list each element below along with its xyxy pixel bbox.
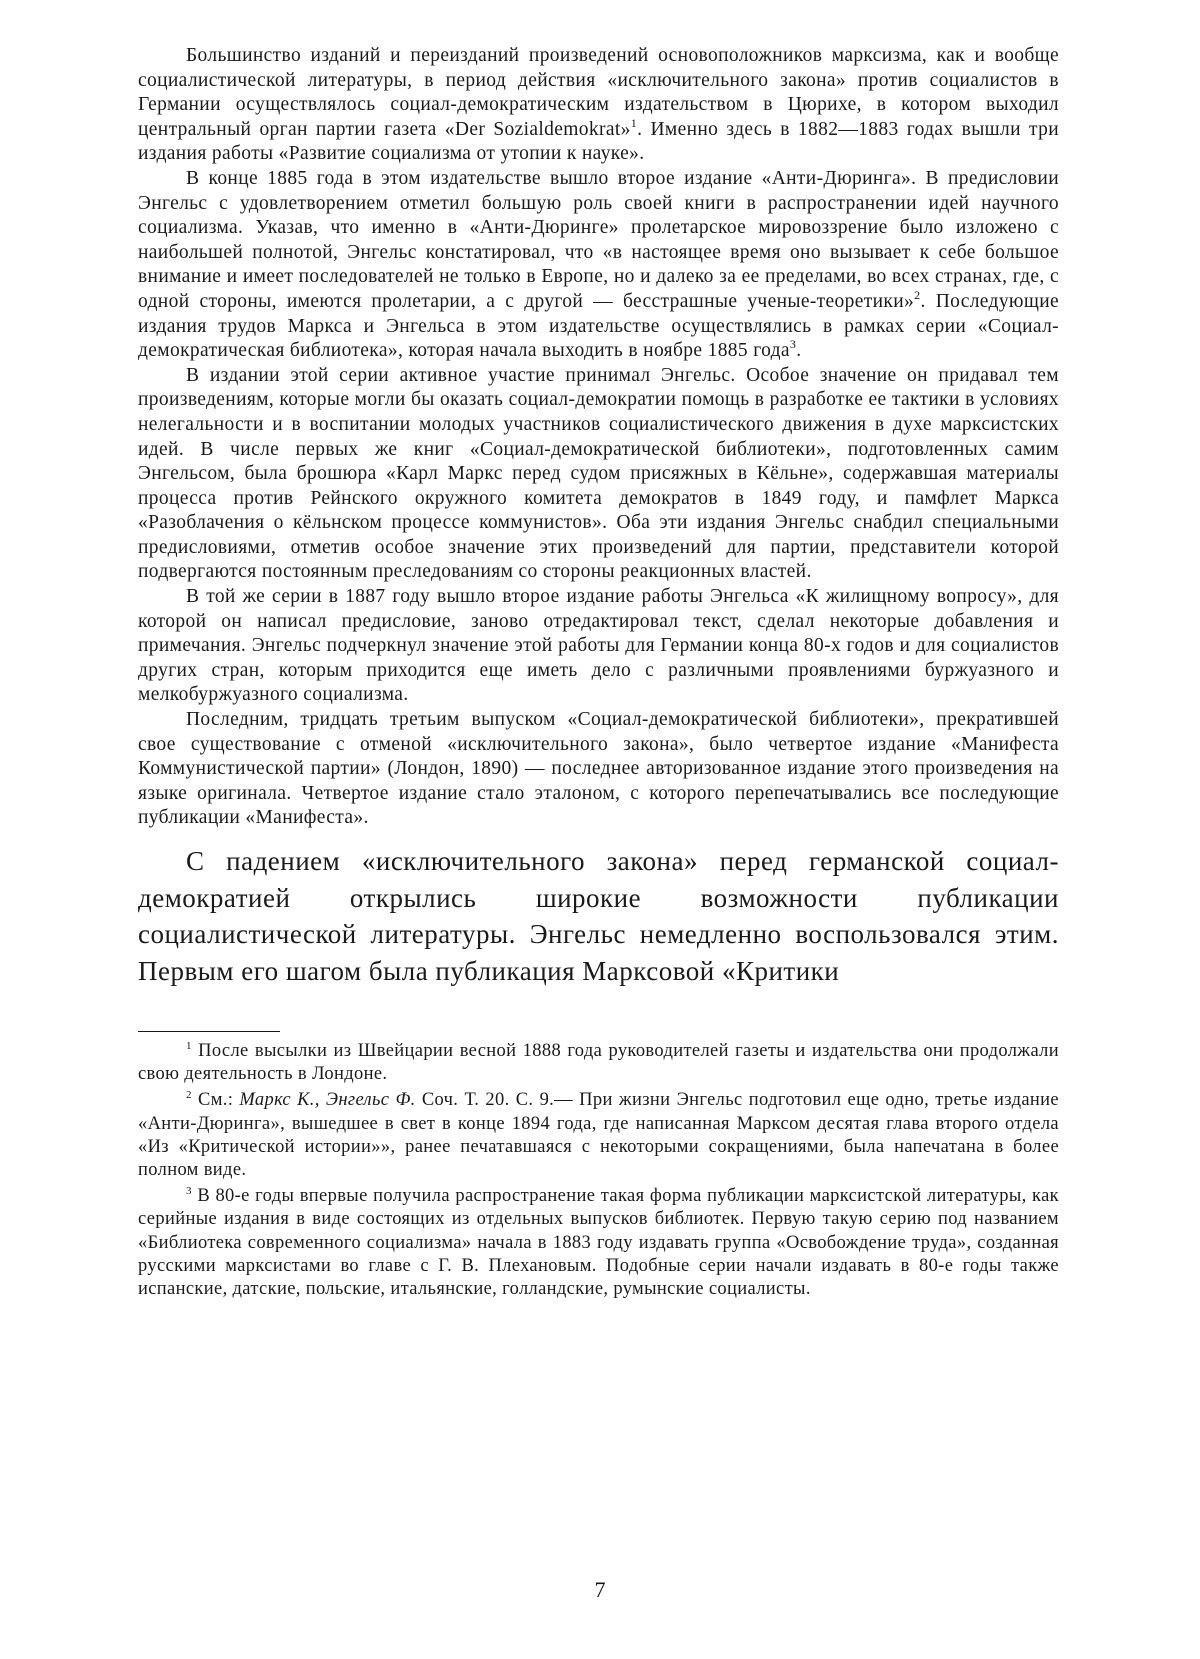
- text-run: . Последующие издания трудов Маркса и Энгельса в этом издательстве осуществлялись в рамках серии «Социал-демократическая библиотека», которая начала выходить в ноябре 1885 года: [138, 290, 1059, 362]
- footnote: [138, 1089, 1059, 1182]
- footnote-marker: 1: [630, 115, 638, 130]
- text-run: В той же серии в 1887 году вышло второе издание работы Энгельса «К жилищному вопросу», для которой он написал предисловие, заново отредактировал текст, сделал некоторые добавления и примечания. Энгельс подчеркнул значение этой работы для Германии конца 80-х годов и для социалистов других стран, которым приходится еще иметь дело с различными проявлениями буржуазного и мелкобуржуазного социализма.: [138, 586, 1059, 706]
- footnote-marker: 3: [789, 337, 797, 352]
- footnote-separator: [138, 1031, 280, 1032]
- footnotes: [138, 1040, 1059, 1301]
- footnote-marker: 2: [914, 287, 921, 302]
- page-content: [138, 44, 1059, 1301]
- text-run: В конце 1885 года в этом издательстве вышло второе издание «Анти-Дюринга». В предисловии Энгельс с удовлетворением отметил большую роль своей книги в распространении идей научного социализма. Указав, что именно в «Анти-Дюринге» пролетарское мировоззрение было изложено с наибольшей полнотой, Энгельс констатировал, что «в настоящее время оно вызывает к себе большое внимание и имеет последователей не только в Европе, но и далеко за ее пределами, во всех странах, где, с одной стороны, имеются пролетарии, а с другой — бесстрашные ученые-теоретики»: [138, 167, 1059, 312]
- footnote-marker: 3: [186, 1185, 192, 1198]
- footnote-marker: 2: [186, 1089, 192, 1102]
- text-run: . Именно здесь в 1882—1883 годах вышли три издания работы «Развитие социализма от утопии к науке».: [138, 118, 1060, 165]
- footnote: [138, 1185, 1059, 1301]
- text-run: После высылки из Швейцарии весной 1888 года руководителей газеты и издательства они продолжали свою деятельность в Лондоне.: [138, 1041, 1059, 1085]
- body-text: [138, 44, 1059, 831]
- page-number: 7: [594, 1577, 606, 1602]
- paragraph: [138, 364, 1059, 585]
- text-run: Соч. Т. 20. С. 9.— При жизни Энгельс подготовил еще одно, третье издание «Анти-Дюринга», вышедшее в свет в конце 1894 года, где написанная Марксом десятая глава второго отдела «Из «Критической истории»», ранее печатавшаяся с некоторыми сокращениями, была напечатана в более полном виде.: [138, 1090, 1059, 1181]
- cited-authors: Маркс К., Энгельс Ф.: [239, 1090, 416, 1111]
- text-run: В издании этой серии активное участие принимал Энгельс. Особое значение он придавал тем произведениям, которые могли бы оказать социал-демократии помощь в разработке ее тактики в условиях нелегальности и в воспитании молодых участников социалистического движения в духе марксистских идей. В числе первых же книг «Социал-демократической библиотеки», подготовленных самим Энгельсом, была брошюра «Карл Маркс перед судом присяжных в Кёльне», содержавшая материалы процесса против Рейнского окружного комитета демократов в 1849 году, и памфлет Маркса «Разоблачения о кёльнском процессе коммунистов». Оба эти издания Энгельс снабдил специальными предисловиями, отметив особое значение этих произведений для партии, представители которой подвергаются постоянным преследованиям со стороны реакционных властей.: [138, 364, 1059, 583]
- large-print-paragraph: С падением «исключительного закона» перед германской социал-демократией открылись широкие возможности публикации социалистической литературы. Энгельс немедленно воспользовался этим. Первым его шагом была публикация Марксовой «Критики: [138, 846, 1059, 986]
- text-run: В 80-е годы впервые получила распространение такая форма публикации марксистской литературы, как серийные издания в виде состоящих из отдельных выпусков библиотек. Первую такую серию под названием «Библиотека современного социализма» начала в 1883 году издавать группа «Освобождение труда», созданная русскими марксистами во главе с Г. В. Плехановым. Подобные серии начали издавать в 80-е годы также испанские, датские, польские, итальянские, голландские, румынские социалисты.: [138, 1186, 1059, 1300]
- paragraph: [138, 167, 1059, 364]
- paragraph: [138, 708, 1059, 831]
- paragraph: [138, 44, 1059, 167]
- text-run: Последним, тридцать третьим выпуском «Социал-демократической библиотеки», прекратившей свое существование с отменой «исключительного закона», было четвертое издание «Манифеста Коммунистической партии» (Лондон, 1890) — последнее авторизованное издание этого произведения на языке оригинала. Четвертое издание стало эталоном, с которого перепечатывались все последующие публикации «Манифеста».: [138, 709, 1059, 829]
- text-run: Большинство изданий и переизданий произведений основоположников марксизма, как и вообще социалистической литературы, в период действия «исключительного закона» против социалистов в Германии осуществлялось социал-демократическим издательством в Цюрихе, в котором выходил центральный орган партии газета «Der Sozialdemokrat»: [138, 45, 1059, 140]
- paragraph: [138, 585, 1059, 708]
- footnote-marker: 1: [186, 1040, 192, 1052]
- text-run: См.:: [191, 1090, 240, 1111]
- footnote: [138, 1040, 1059, 1086]
- text-run: .: [796, 340, 802, 362]
